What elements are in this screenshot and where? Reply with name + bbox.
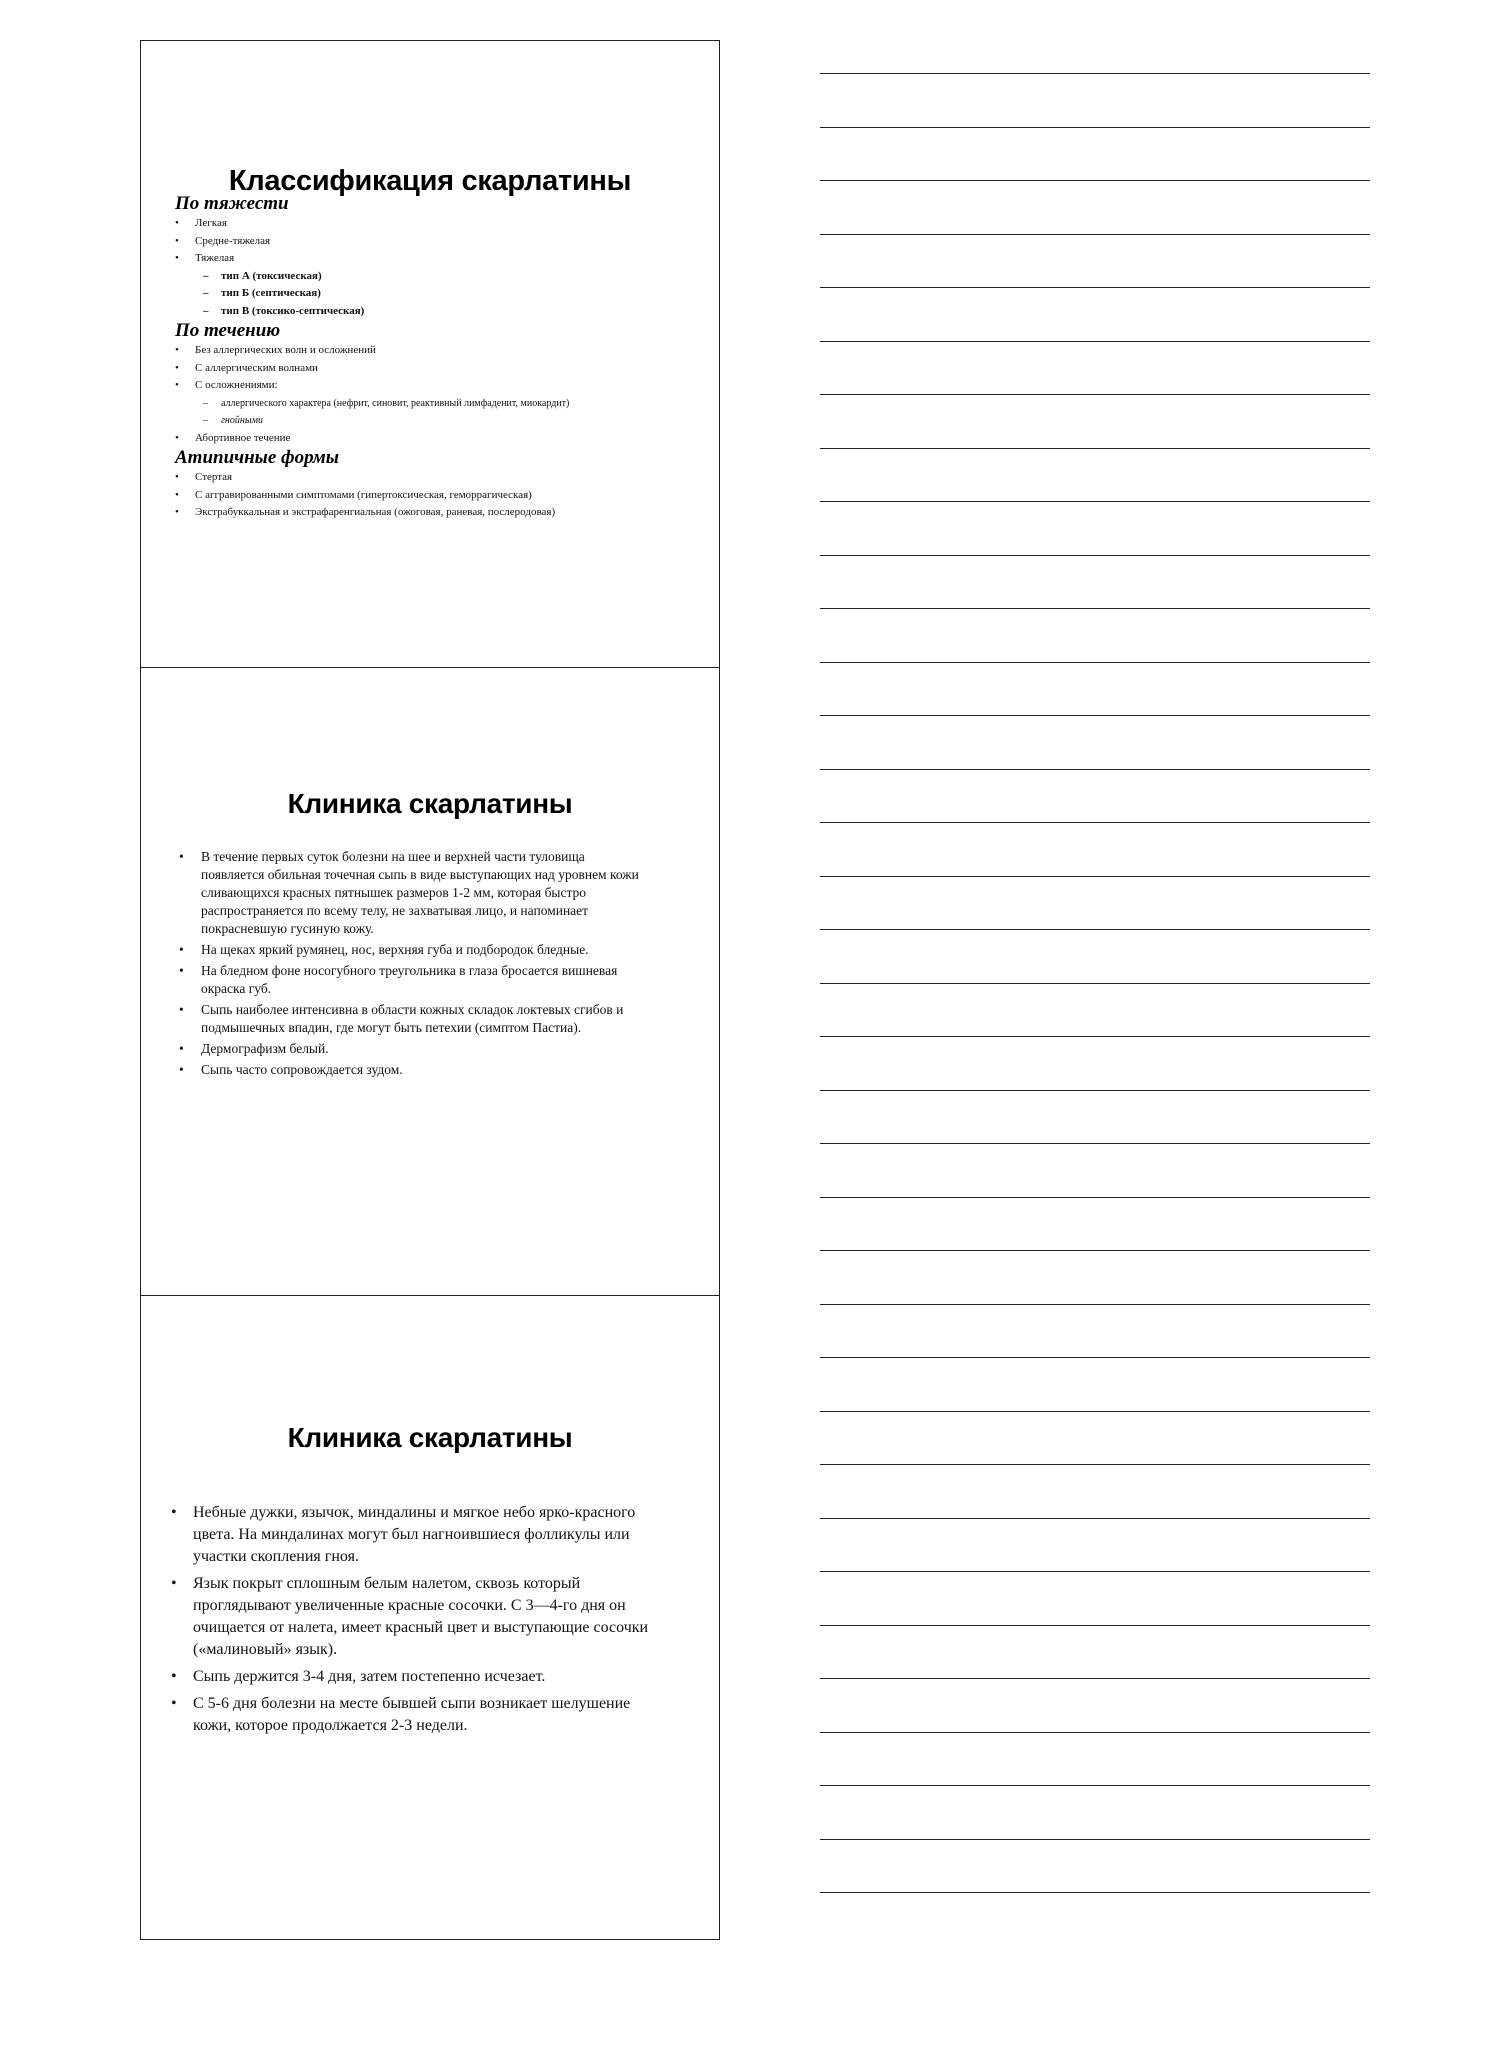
slide-title: Клиника скарлатины: [287, 788, 573, 819]
list-item: • С осложнениями:: [175, 377, 705, 395]
note-line: [820, 983, 1370, 984]
note-line: [820, 1197, 1370, 1198]
note-line: [820, 394, 1370, 395]
list-item: • Легкая: [175, 215, 705, 233]
section-heading: По течению: [175, 320, 281, 341]
note-line: [820, 715, 1370, 716]
note-line: [820, 1892, 1370, 1893]
note-line: [820, 769, 1370, 770]
note-line: [820, 1518, 1370, 1519]
list-item: • Без аллергических волн и осложнений: [175, 342, 705, 360]
note-line: [820, 1036, 1370, 1037]
sub-list-item: – тип А (токсическая): [175, 268, 705, 286]
list-item: • Стертая: [175, 469, 705, 487]
note-line: [820, 73, 1370, 74]
list-item: • Сыпь часто сопровождается зудом.: [179, 1061, 649, 1079]
list-item: • Небные дужки, язычок, миндалины и мягкое небо ярко-красного цвета. На миндалинах могут был нагноившиеся фолликулы или участки скопления гноя.: [171, 1502, 671, 1568]
list-item: • В течение первых суток болезни на шее и верхней части туловища появляется обильная точечная сыпь в виде выступающих над уровнем кожи сливающихся красных пятнышек размеров 1-2 мм, которая быстро распространяется по всему телу, не захватывая лицо, и напоминает покрасневшую гусиную кожу.: [179, 848, 649, 938]
note-line: [820, 1304, 1370, 1305]
note-line: [820, 1785, 1370, 1786]
note-line: [820, 1839, 1370, 1840]
list-item: • Тяжелая: [175, 250, 705, 268]
list-item: • Язык покрыт сплошным белым налетом, сквозь который проглядывают увеличенные красные сосочки. С 3—4-го дня он очищается от налета, имеет красный цвет и выступающие сосочки («малиновый» язык).: [171, 1573, 671, 1661]
slide-title: Клиника скарлатины: [287, 1422, 573, 1453]
note-line: [820, 341, 1370, 342]
note-line: [820, 1250, 1370, 1251]
list-item: • На бледном фоне носогубного треугольника в глаза бросается вишневая окраска губ.: [179, 962, 649, 998]
note-line: [820, 555, 1370, 556]
note-line: [820, 1411, 1370, 1412]
note-line: [820, 876, 1370, 877]
note-line: [820, 662, 1370, 663]
slide-title: Классификация скарлатины: [228, 165, 632, 197]
list-item: • С аллергическим волнами: [175, 360, 705, 378]
list-item: • Сыпь держится 3-4 дня, затем постепенно исчезает.: [171, 1666, 671, 1688]
list-item: • С 5-6 дня болезни на месте бывшей сыпи возникает шелушение кожи, которое продолжается 2-3 недели.: [171, 1693, 671, 1737]
sub-list-item: – тип В (токсико-септическая): [175, 303, 705, 321]
list-item: • Средне-тяжелая: [175, 233, 705, 251]
section-heading: Атипичные формы: [175, 447, 339, 468]
list-item: • С аггравированными симптомами (гипертоксическая, геморрагическая): [175, 487, 705, 505]
note-line: [820, 287, 1370, 288]
list-item: • Экстрабуккальная и экстрафарeнгиальная (ожоговая, раневая, послеродовая): [175, 504, 705, 522]
list-item: • Дермографизм белый.: [179, 1040, 649, 1058]
note-line: [820, 1732, 1370, 1733]
note-line: [820, 180, 1370, 181]
note-line: [820, 1143, 1370, 1144]
sub-list-item: – аллергического характера (нефрит, синовит, реактивный лимфаденит, миокардит): [175, 395, 705, 413]
note-line: [820, 929, 1370, 930]
note-line: [820, 234, 1370, 235]
section-heading: По тяжести: [175, 193, 289, 214]
note-line: [820, 448, 1370, 449]
note-line: [820, 1625, 1370, 1626]
list-item: • Сыпь наиболее интенсивна в области кожных складок локтевых сгибов и подмышечных впадин, где могут быть петехии (симптом Пастиа).: [179, 1001, 649, 1037]
note-line: [820, 1090, 1370, 1091]
note-line: [820, 1678, 1370, 1679]
note-line: [820, 1464, 1370, 1465]
note-line: [820, 127, 1370, 128]
note-line: [820, 1571, 1370, 1572]
note-line: [820, 608, 1370, 609]
note-line: [820, 501, 1370, 502]
list-item: • Абортивное течение: [175, 430, 705, 448]
list-item: • На щеках яркий румянец, нос, верхняя губа и подбородок бледные.: [179, 941, 649, 959]
note-line: [820, 1357, 1370, 1358]
note-line: [820, 822, 1370, 823]
sub-list-item: – тип Б (септическая): [175, 285, 705, 303]
sub-list-item: – гнойными: [175, 412, 705, 430]
